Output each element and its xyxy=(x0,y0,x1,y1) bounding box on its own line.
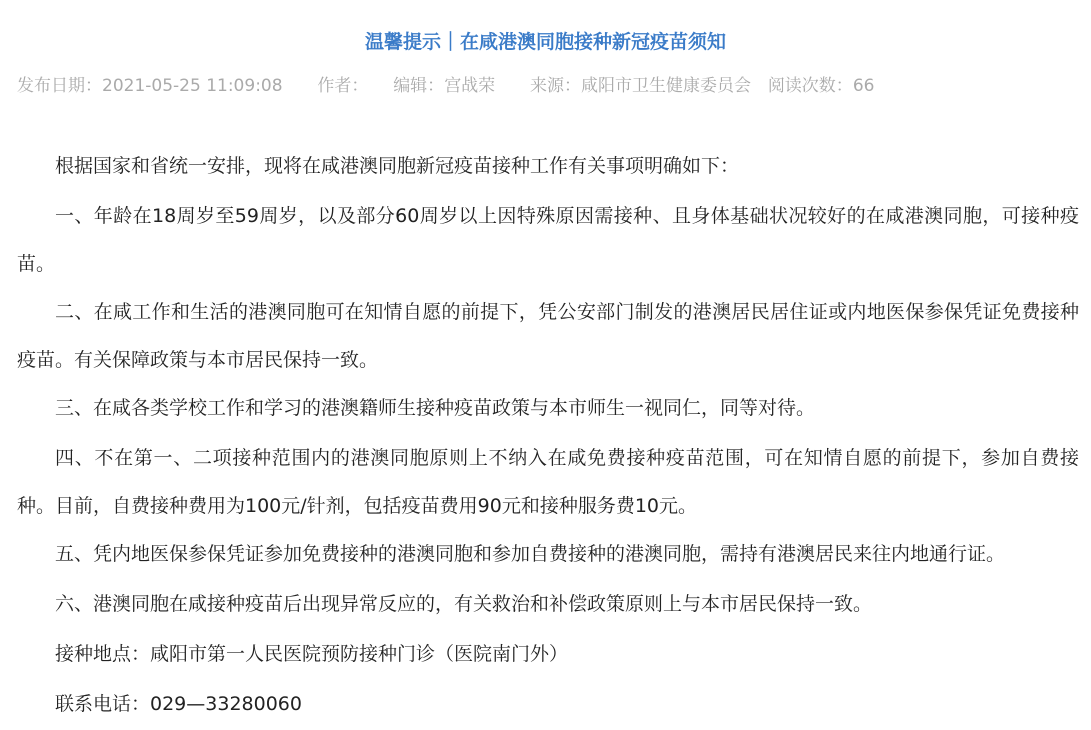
item-3-paragraph: 三、在咸各类学校工作和学习的港澳籍师生接种疫苗政策与本市师生一视同仁，同等对待。 xyxy=(55,397,816,419)
article-meta xyxy=(17,72,874,100)
article-body xyxy=(17,142,1079,730)
source-name: 咸阳市卫生健康委员会 xyxy=(581,76,751,96)
item-4-paragraph: 四、不在第一、二项接种范围内的港澳同胞原则上不纳入在咸免费接种疫苗范围，可在知情自愿的前提下，参加自费接种。目前，自费接种费用为100元/针剂，包括疫苗费用90元和接种服务费10元。 xyxy=(17,447,1079,517)
read-count-label: 阅读次数： xyxy=(767,76,853,96)
location-paragraph: 接种地点：咸阳市第一人民医院预防接种门诊（医院南门外） xyxy=(55,643,569,665)
phone-paragraph: 联系电话：029—33280060 xyxy=(55,693,302,715)
read-count: 66 xyxy=(852,76,875,96)
publish-date: 2021-05-25 11:09:08 xyxy=(102,76,283,96)
author-label: 作者： xyxy=(317,76,369,96)
editor-name: 宫战荣 xyxy=(444,76,496,96)
source-label: 来源： xyxy=(530,76,581,96)
item-5-paragraph: 五、凭内地医保参保凭证参加免费接种的港澳同胞和参加自费接种的港澳同胞，需持有港澳居民来往内地通行证。 xyxy=(55,543,1006,565)
editor-label: 编辑： xyxy=(393,76,445,96)
publish-date-label: 发布日期： xyxy=(17,76,102,96)
item-1-paragraph: 一、年龄在18周岁至59周岁，以及部分60周岁以上因特殊原因需接种、且身体基础状况较好的在咸港澳同胞，可接种疫苗。 xyxy=(17,205,1079,275)
intro-paragraph: 根据国家和省统一安排，现将在咸港澳同胞新冠疫苗接种工作有关事项明确如下： xyxy=(55,155,740,177)
item-2-paragraph: 二、在咸工作和生活的港澳同胞可在知情自愿的前提下，凭公安部门制发的港澳居民居住证或内地医保参保凭证免费接种疫苗。有关保障政策与本市居民保持一致。 xyxy=(17,301,1079,371)
item-6-paragraph: 六、港澳同胞在咸接种疫苗后出现异常反应的，有关救治和补偿政策原则上与本市居民保持一致。 xyxy=(55,593,873,615)
article-title: 温馨提示｜在咸港澳同胞接种新冠疫苗须知 xyxy=(364,31,726,53)
